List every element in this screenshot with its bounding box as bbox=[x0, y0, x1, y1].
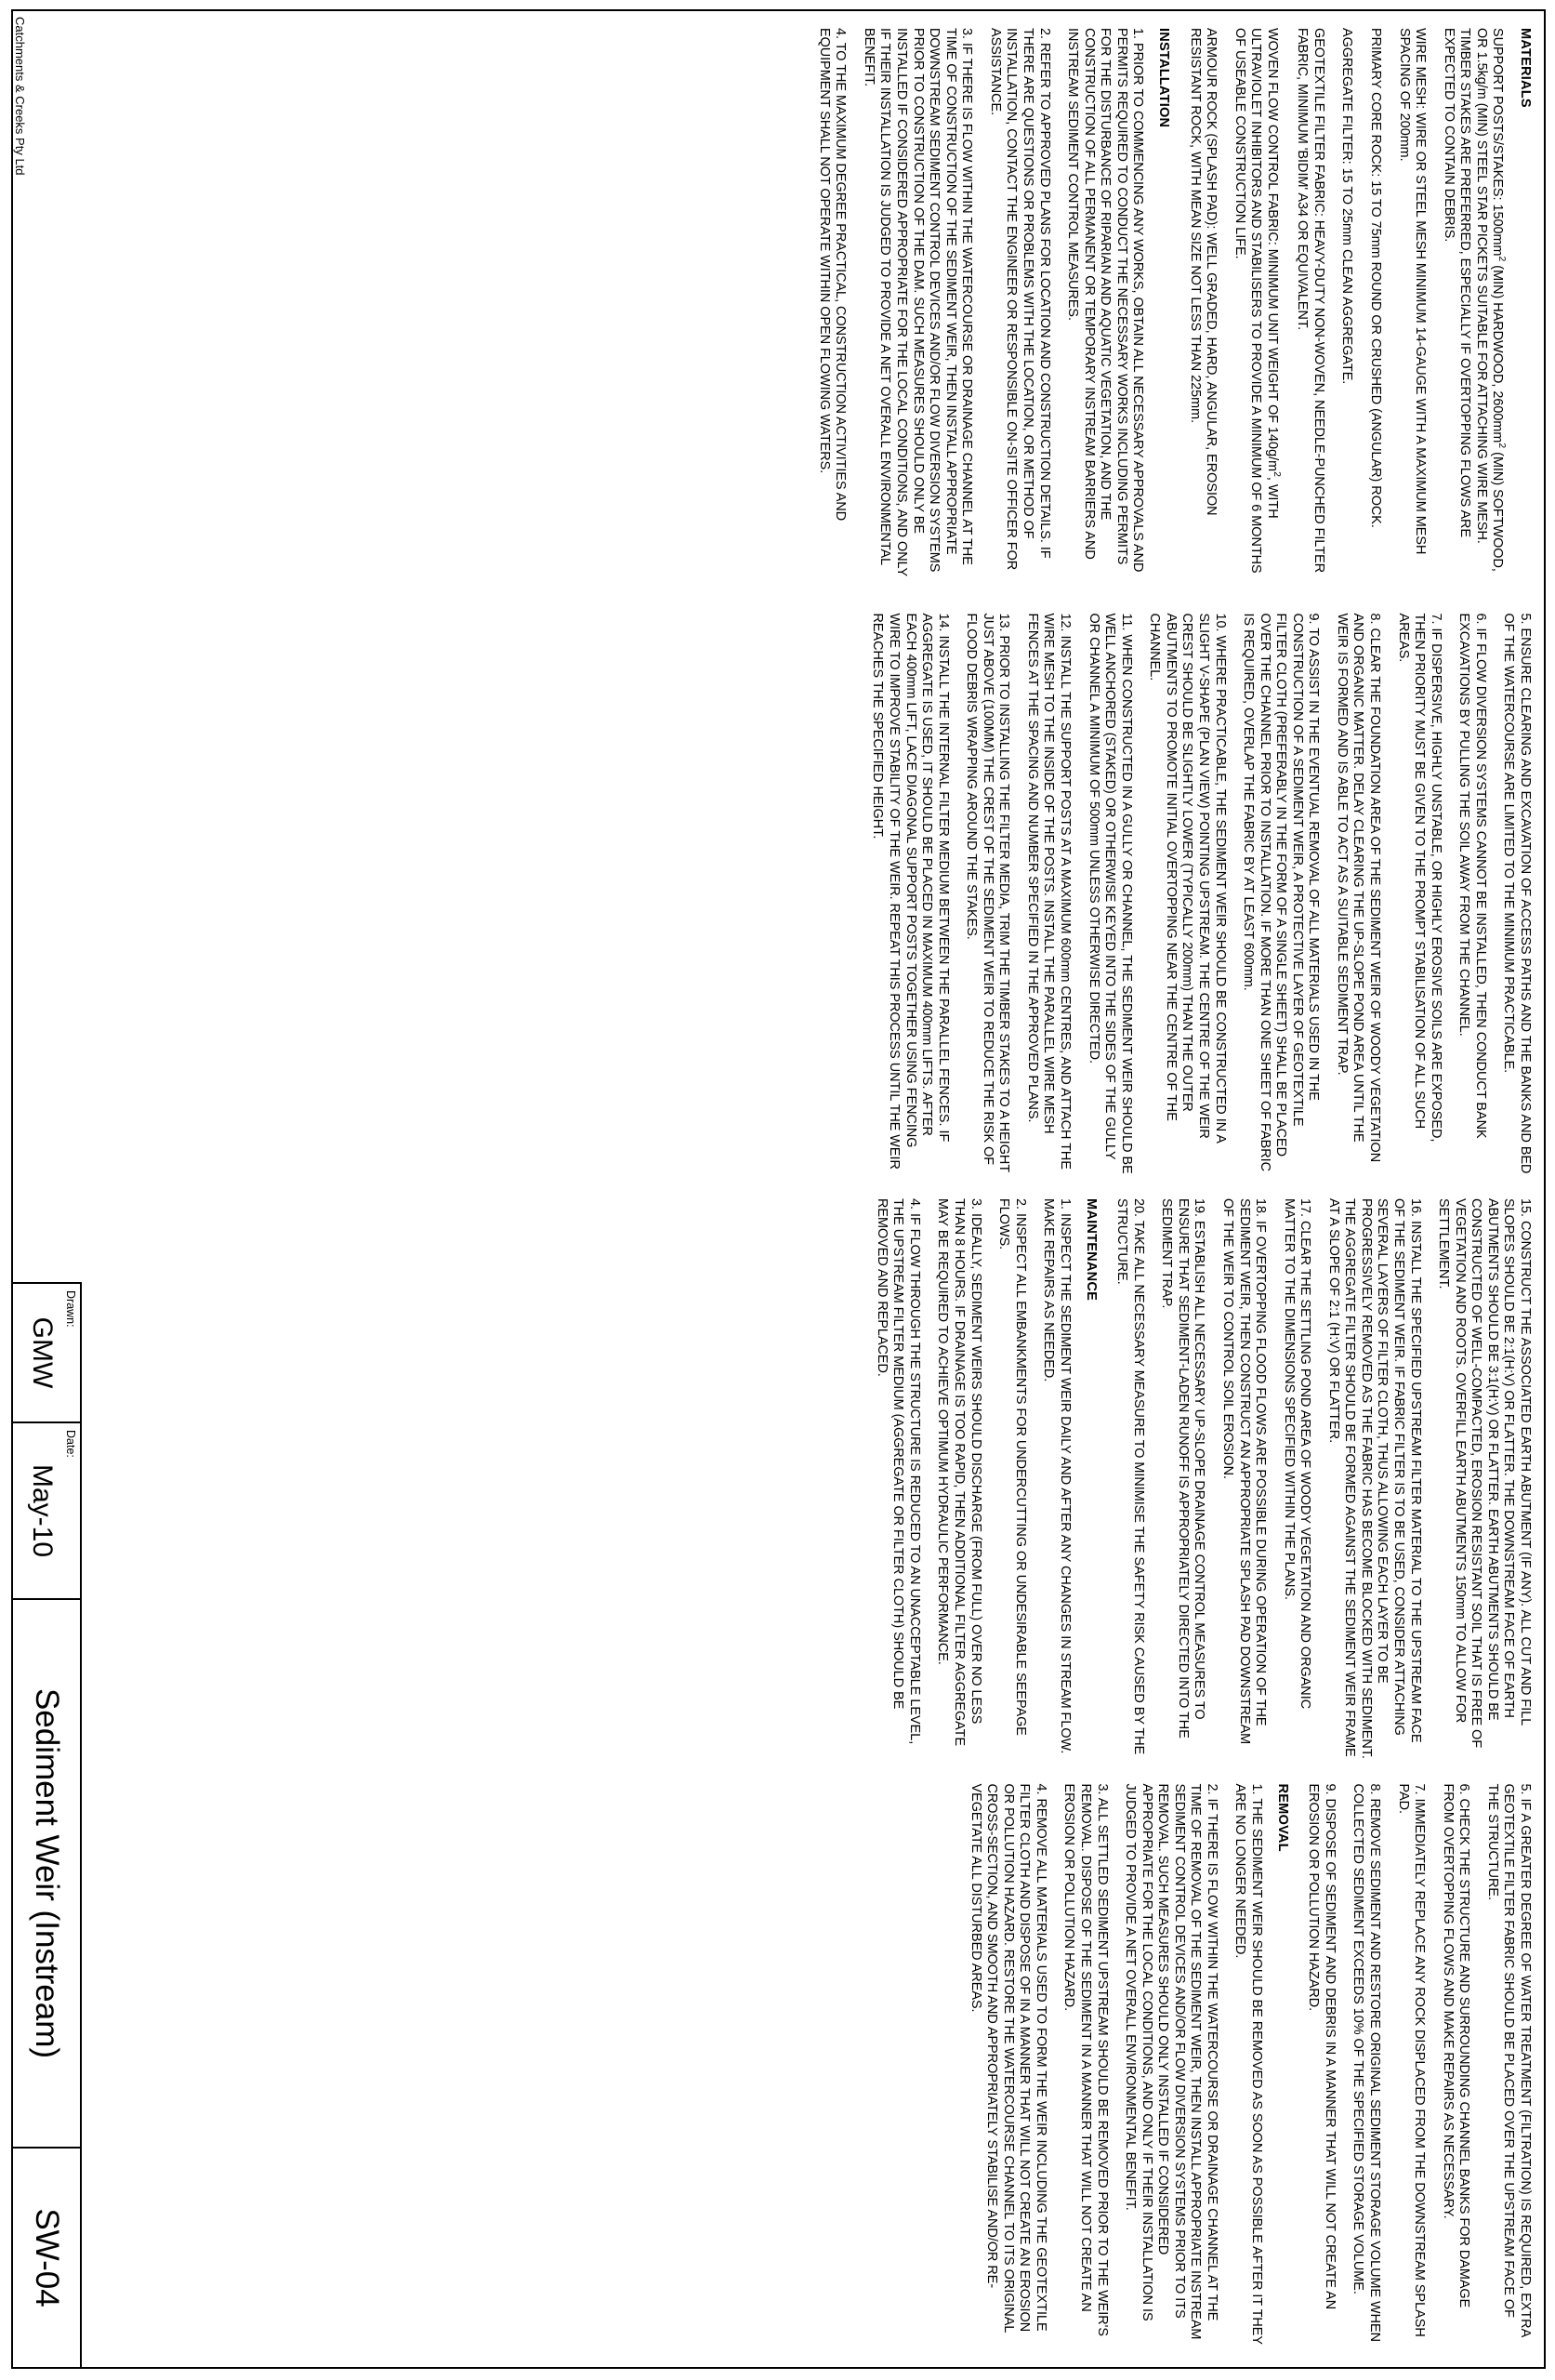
note-paragraph: 11. WHEN CONSTRUCTED IN A GULLY OR CHANNEL, THE SEDIMENT WEIR SHOULD BE WELL ANCHORED (STAKED) OR OTHERWISE KEYED INTO THE SIDES OF THE GULLY OR CHANNEL A MINIMUM OF 500mm UNLESS OTHERWISE DIRECTED. bbox=[1086, 613, 1134, 1174]
note-paragraph: SUPPORT POSTS/STAKES: $1500mm^2$ (MIN) HARDWOOD, $2600mm^2$ (MIN) SOFTWOOD, OR 1.5kg/m (MIN) STEEL STAR PICKETS SUITABLE FOR ATTACHING WIRE MESH. TIMBER STAKES ARE PREFERRED, ESPECIALLY IF OVERTOPPING FLOWS ARE EXPECTED TO CONTAIN DEBRIS. bbox=[1441, 28, 1508, 572]
title-block-title-cell bbox=[13, 1600, 80, 2149]
note-paragraph: 7. IF DISPERSIVE, HIGHLY UNSTABLE, OR HIGHLY EROSIVE SOILS ARE EXPOSED, THEN PRIORITY MUST BE GIVEN TO THE PROMPT STABILISATION OF ALL SUCH AREAS. bbox=[1395, 613, 1443, 1143]
note-paragraph: 2. INSPECT ALL EMBANKMENTS FOR UNDERCUTTING OR UNDESIRABLE SEEPAGE FLOWS. bbox=[996, 1198, 1028, 1736]
notes-column-4 bbox=[86, 1775, 1536, 2360]
note-paragraph: 3. IDEALLY, SEDIMENT WEIRS SHOULD DISCHARGE (FROM FULL) OVER NO LESS THAN 8 HOURS. IF DRAINAGE IS TOO RAPID, THEN ADDITIONAL FILTER AGGREGATE MAY BE REQUIRED TO ACHIEVE OPTIMUM HYDRAULIC PERFORMANCE. bbox=[935, 1198, 983, 1747]
drawing-number: SW-04 bbox=[29, 2208, 65, 2307]
note-paragraph: PRIMARY CORE ROCK: 15 TO 75mm ROUND OR CRUSHED (ANGULAR) ROCK. bbox=[1368, 28, 1384, 528]
note-paragraph: 10. WHERE PRACTICABLE, THE SEDIMENT WEIR SHOULD BE CONSTRUCTED IN A SLIGHT V-SHAPE (PLAN VIEW) POINTING UPSTREAM. THE CENTRE OF THE WEIR CREST SHOULD BE SLIGHTLY LOWER (TYPICALLY 200mm) THAN THE OUTER ABUTMENTS TO PROMOTE INITIAL OVERTOPPING NEAR THE CENTRE OF THE CHANNEL. bbox=[1147, 613, 1228, 1144]
note-paragraph: AGGREGATE FILTER: 15 TO 25mm CLEAN AGGREGATE. bbox=[1339, 28, 1355, 385]
note-paragraph: GEOTEXTILE FILTER FABRIC: HEAVY-DUTY NON-WOVEN, NEEDLE-PUNCHED FILTER FABRIC, MINIMUM 'BIDIM' A34 OR EQUIVALENT. bbox=[1295, 28, 1326, 574]
note-paragraph: 12. INSTALL THE SUPPORT POSTS AT A MAXIMUM 600mm CENTRES, AND ATTACH THE WIRE MESH TO THE INSIDE OF THE POSTS. INSTALL THE PARALLEL WIRE MESH FENCES AT THE SPACING AND NUMBER SPECIFIED IN THE APPROVED PLANS. bbox=[1024, 613, 1074, 1170]
note-paragraph: 7. IMMEDIATELY REPLACE ANY ROCK DISPLACED FROM THE DOWNSTREAM SPLASH PAD. bbox=[1395, 1783, 1428, 2337]
note-paragraph: 20. TAKE ALL NECESSARY MEASURE TO MINIMISE THE SAFETY RISK CAUSED BY THE STRUCTURE. bbox=[1114, 1198, 1146, 1755]
note-paragraph: 15. CONSTRUCT THE ASSOCIATED EARTH ABUTMENT (IF ANY). ALL CUT AND FILL SLOPES SHOULD BE 2:1(H:V) OR FLATTER. THE DOWNSTREAM FACE OF EARTH ABUTMENTS SHOULD BE 3:1(H:V) OR FLATTER. EARTH ABUTMENTS SHOULD BE CONSTRUCTED OF WELL-COMPACTED, EROSION RESISTANT SOIL THAT IS FREE OF VEGETATION AND ROOTS. OVERFILL EARTH ABUTMENTS 150mm TO ALLOW FOR SETTLEMENT. bbox=[1436, 1198, 1533, 1749]
note-paragraph: 8. CLEAR THE FOUNDATION AREA OF THE SEDIMENT WEIR OF WOODY VEGETATION AND ORGANIC MATTER. DELAY CLEARING THE UP-SLOPE POND AREA UNTIL THE WEIR IS FORMED AND IS ABLE TO ACT AS A SUITABLE SEDIMENT TRAP. bbox=[1334, 613, 1383, 1163]
note-paragraph: 3. IF THERE IS FLOW WITHIN THE WATERCOURSE OR DRAINAGE CHANNEL AT THE TIME OF CONSTRUCTION OF THE SEDIMENT WEIR, THEN INSTALL APPROPRIATE DOWNSTREAM SEDIMENT CONTROL DEVICES AND/OR FLOW DIVERSION SYSTEMS PRIOR TO CONSTRUCTION OF THE DAM. SUCH MEASURES SHOULD ONLY BE INSTALLED IF CONSIDERED APPROPRIATE FOR THE LOCAL CONDITIONS, AND ONLY IF THEIR INSTALLATION IS JUDGED TO PROVIDE A NET OVERALL ENVIRONMENTAL BENEFIT. bbox=[861, 28, 975, 576]
drawn-label: Drawn: bbox=[64, 1290, 77, 1328]
note-paragraph: 19. ESTABLISH ALL NECESSARY UP-SLOPE DRAINAGE CONTROL MEASURES TO ENSURE THAT SEDIMENT-LADEN RUNOFF IS APPROPRIATELY DIRECTED INTO THE SEDIMENT TRAP. bbox=[1159, 1198, 1207, 1739]
title-block bbox=[11, 1282, 82, 2369]
note-paragraph: 9. DISPOSE OF SEDIMENT AND DEBRIS IN A MANNER THAT WILL NOT CREATE AN EROSION OR POLLUTION HAZARD. bbox=[1306, 1783, 1338, 2310]
note-paragraph: 16. INSTALL THE SPECIFIED UPSTREAM FILTER MATERIAL TO THE UPSTREAM FACE OF THE SEDIMENT WEIR. IF FABRIC FILTER IS TO BE USED, CONSIDER ATTACHING SEVERAL LAYERS OF FILTER CLOTH, THUS ALLOWING EACH LAYER TO BE PROGRESSIVELY REMOVED AS THE FABRIC HAS BECOME BLOCKED WITH SEDIMENT. THE AGGREGATE FILTER SHOULD BE FORMED AGAINST THE SEDIMENT WEIR FRAME AT A SLOPE OF 2:1 (H:V) OR FLATTER. bbox=[1325, 1198, 1423, 1759]
drawing-title: Sediment Weir (Instream) bbox=[29, 1687, 65, 2059]
note-paragraph: 6. CHECK THE STRUCTURE AND SURROUNDING CHANNEL BANKS FOR DAMAGE FROM OVERTOPPING FLOWS AND MAKE REPAIRS AS NECESSARY. bbox=[1440, 1783, 1472, 2308]
notes-column-3 bbox=[86, 1189, 1536, 1775]
note-paragraph: 18. IF OVERTOPPING FLOOD FLOWS ARE POSSIBLE DURING OPERATION OF THE SEDIMENT WEIR, THEN CONSTRUCT AN APPROPRIATE SPLASH PAD DOWNSTREAM OF THE WEIR TO CONTROL SOIL EROSION. bbox=[1220, 1198, 1269, 1745]
note-paragraph: 4. IF FLOW THROUGH THE STRUCTURE IS REDUCED TO AN UNACCEPTABLE LEVEL, THE UPSTREAM FILTER MEDIUM (AGGREGATE OR FILTER CLOTH) SHOULD BE REMOVED AND REPLACED. bbox=[874, 1198, 922, 1745]
note-paragraph: 1. PRIOR TO COMMENCING ANY WORKS, OBTAIN ALL NECESSARY APPROVALS AND PERMITS REQUIRED TO CONDUCT THE NECESSARY WORKS INCLUDING PERMITS FOR THE DISTURBANCE OF RIPARIAN AND AQUATIC VEGETATION, AND THE CONSTRUCTION OF ALL PERMANENT OR TEMPORARY INSTREAM BARRIERS AND INSTREAM SEDIMENT CONTROL MEASURES. bbox=[1065, 28, 1146, 573]
note-paragraph: 13. PRIOR TO INSTALLING THE FILTER MEDIA, TRIM THE TIMBER STAKES TO A HEIGHT JUST ABOVE (100MM) THE CREST OF THE SEDIMENT WEIR TO REDUCE THE RISK OF FLOOD DEBRIS WRAPPING AROUND THE STAKES. bbox=[964, 613, 1012, 1172]
note-paragraph: 9. TO ASSIST IN THE EVENTUAL REMOVAL OF ALL MATERIALS USED IN THE CONSTRUCTION OF A SEDIMENT WEIR, A PROTECTIVE LAYER OF GEOTEXTILE FILTER CLOTH (PREFERABLY IN THE FORM OF A SINGLE SHEET) SHALL BE PLACED OVER THE CHANNEL PRIOR TO INSTALLATION. IF MORE THAN ONE SHEET OF FABRIC IS REQUIRED, OVERLAP THE FABRIC BY AT LEAST 600mm. bbox=[1241, 613, 1322, 1172]
section-heading-removal: REMOVAL bbox=[1274, 1783, 1290, 1852]
note-paragraph: 17. CLEAR THE SETTLING POND AREA OF WOODY VEGETATION AND ORGANIC MATTER TO THE DIMENSIONS SPECIFIED WITHIN THE PLANS. bbox=[1281, 1198, 1313, 1710]
drawn-value: GMW bbox=[27, 1316, 58, 1389]
footer-credit: Catchments & Creeks Pty Ltd bbox=[13, 17, 27, 176]
notes-column-2 bbox=[86, 604, 1536, 1190]
date-label: Date: bbox=[64, 1430, 77, 1458]
note-paragraph: 4. REMOVE ALL MATERIALS USED TO FORM THE WEIR INCLUDING THE GEOTEXTILE FILTER CLOTH AND DISPOSE OF IN A MANNER THAT WILL NOT CREATE AN EROSION OR POLLUTION HAZARD. RESTORE THE WATERCOURSE CHANNEL TO ITS ORIGINAL CROSS-SECTION, AND SMOOTH AND APPROPRIATELY STABILISE AND/OR RE-VEGETATE ALL DISTURBED AREAS. bbox=[968, 1783, 1048, 2333]
note-paragraph: 1. THE SEDIMENT WEIR SHOULD BE REMOVED AS SOON AS POSSIBLE AFTER IT THEY ARE NO LONGER NEEDED. bbox=[1232, 1783, 1265, 2345]
note-paragraph: 8. REMOVE SEDIMENT AND RESTORE ORIGINAL SEDIMENT STORAGE VOLUME WHEN COLLECTED SEDIMENT EXCEEDS 10% OF THE SPECIFIED STORAGE VOLUME. bbox=[1351, 1783, 1383, 2343]
note-paragraph: 6. IF FLOW DIVERSION SYSTEMS CANNOT BE INSTALLED, THEN CONDUCT BANK EXCAVATIONS BY PULLING THE SOIL AWAY FROM THE CHANNEL. bbox=[1456, 613, 1488, 1139]
section-heading-installation: INSTALLATION bbox=[1156, 28, 1172, 128]
note-paragraph: 1. INSPECT THE SEDIMENT WEIR DAILY AND AFTER ANY CHANGES IN STREAM FLOW. MAKE REPAIRS AS NEEDED. bbox=[1041, 1198, 1073, 1754]
title-block-date-cell bbox=[13, 1423, 80, 1600]
notes-column-1 bbox=[86, 19, 1536, 604]
title-block-drawn-cell bbox=[13, 1284, 80, 1423]
note-paragraph: 4. TO THE MAXIMUM DEGREE PRACTICAL, CONSTRUCTION ACTIVITIES AND EQUIPMENT SHALL NOT OPERATE WITHIN OPEN FLOWING WATERS. bbox=[816, 28, 849, 522]
note-paragraph: 5. ENSURE CLEARING AND EXCAVATION OF ACCESS PATHS AND THE BANKS AND BED OF THE WATERCOURSE ARE LIMITED TO THE MINIMUM PRACTICABLE. bbox=[1501, 613, 1533, 1174]
note-paragraph: WOVEN FLOW CONTROL FABRIC: MINIMUM UNIT WEIGHT OF $140g/m^2$, WITH ULTRAVIOLET INHIBITORS AND STABILISERS TO PROVIDE A MINIMUM OF 6 MONTHS OF USEABLE CONSTRUCTION LIFE. bbox=[1232, 28, 1282, 574]
date-value: May-10 bbox=[27, 1463, 58, 1558]
section-heading-maintenance: MAINTENANCE bbox=[1083, 1198, 1099, 1302]
title-block-code-cell bbox=[13, 2149, 80, 2367]
notes-columns bbox=[86, 19, 1536, 2360]
section-heading-materials: MATERIALS bbox=[1518, 28, 1533, 108]
note-paragraph: 2. REFER TO APPROVED PLANS FOR LOCATION AND CONSTRUCTION DETAILS. IF THERE ARE QUESTIONS OR PROBLEMS WITH THE LOCATION, OR METHOD OF INSTALLATION, CONTACT THE ENGINEER OR RESPONSIBLE ON-SITE OFFICER FOR ASSISTANCE. bbox=[987, 28, 1052, 571]
note-paragraph: 5. IF A GREATER DEGREE OF WATER TREATMENT (FILTRATION) IS REQUIRED, EXTRA GEOTEXTILE FILTER FABRIC SHOULD BE PLACED OVER THE UPSTREAM FACE OF THE STRUCTURE. bbox=[1484, 1783, 1533, 2337]
note-paragraph: 3. ALL SETTLED SEDIMENT UPSTREAM SHOULD BE REMOVED PRIOR TO THE WEIR'S REMOVAL. DISPOSE OF THE SEDIMENT IN A MANNER THAT WILL NOT CREATE AN EROSION OR POLLUTION HAZARD. bbox=[1061, 1783, 1110, 2336]
note-paragraph: WIRE MESH: WIRE OR STEEL MESH MINIMUM 14-GAUGE WITH A MAXIMUM MESH SPACING OF 200mm. bbox=[1396, 28, 1429, 555]
note-paragraph: 14. INSTALL THE INTERNAL FILTER MEDIUM BETWEEN THE PARALLEL FENCES. IF AGGREGATE IS USED, IT SHOULD BE PLACED IN MAXIMUM 400mm LIFTS. AFTER EACH 400mm LIFT, LACE DIAGONAL SUPPORT POSTS TOGETHER USING FENCING WIRE TO IMPROVE STABILITY OF THE WEIR. REPEAT THIS PROCESS UNTIL THE WEIR REACHES THE SPECIFIED HEIGHT. bbox=[870, 613, 951, 1170]
note-paragraph: 2. IF THERE IS FLOW WITHIN THE WATERCOURSE OR DRAINAGE CHANNEL AT THE TIME OF REMOVAL OF THE SEDIMENT WEIR, THEN INSTALL APPROPRIATE INSTREAM SEDIMENT CONTROL DEVICES AND/OR FLOW DIVERSION SYSTEMS PRIOR TO ITS REMOVAL. SUCH MEASURES SHOULD ONLY INSTALLED IF CONSIDERED APPROPRIATE FOR THE LOCAL CONDITIONS, AND ONLY IF THEIR INSTALLATION IS JUDGED TO PROVIDE A NET OVERALL ENVIRONMENTAL BENEFIT. bbox=[1123, 1783, 1219, 2340]
note-paragraph: ARMOUR ROCK (SPLASH PAD): WELL GRADED, HARD, ANGULAR, EROSION RESISTANT ROCK, WITH MEAN SIZE NOT LESS THAN 225mm. bbox=[1187, 28, 1219, 516]
